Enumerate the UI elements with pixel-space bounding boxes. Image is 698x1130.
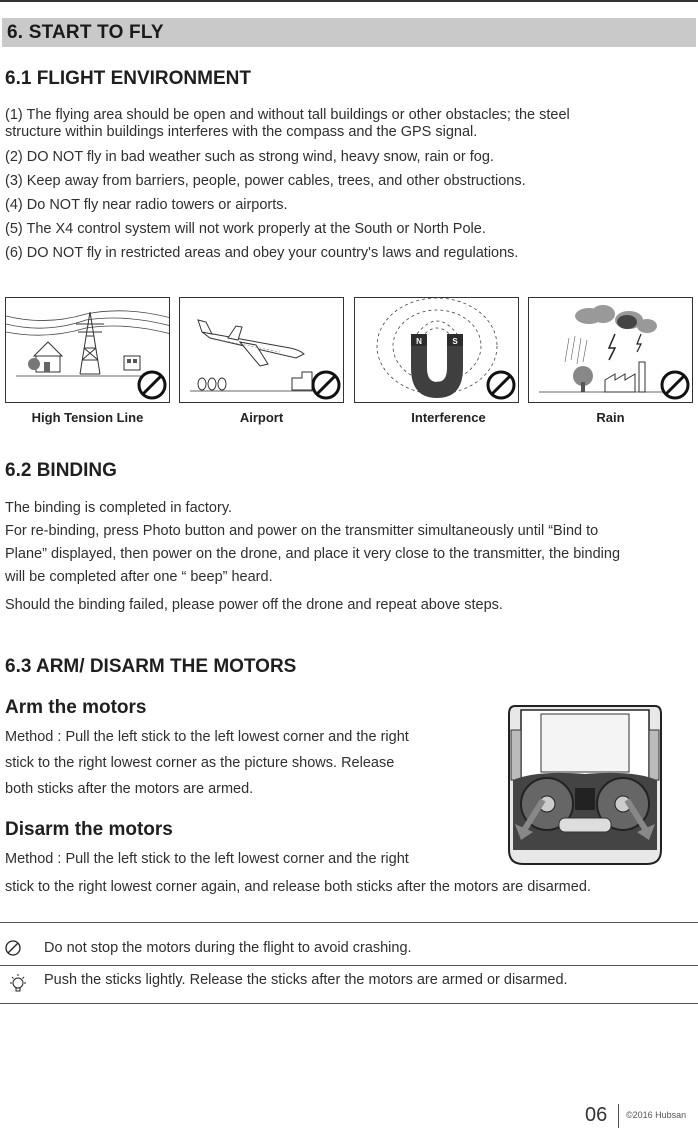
flight-env-item-1b: structure within buildings interferes with the compass and the GPS signal. xyxy=(5,124,478,140)
binding-heading: 6.2 BINDING xyxy=(5,460,117,481)
arm-line-3: both sticks after the motors are armed. xyxy=(5,781,254,797)
section-banner xyxy=(2,18,696,47)
page-number: 06 xyxy=(585,1104,608,1126)
top-rule xyxy=(0,0,698,2)
disarm-line-1: Method : Pull the left stick to the left lowest corner and the right xyxy=(5,851,409,867)
binding-line-2: For re-binding, press Photo button and power on the transmitter simultaneously until “Bind to xyxy=(5,523,599,539)
notes-top-rule xyxy=(0,922,698,923)
caption-interference: Interference xyxy=(411,410,486,425)
tip-note: Push the sticks lightly. Release the sticks after the motors are armed or disarmed. xyxy=(44,972,568,988)
notes-middle-rule xyxy=(0,965,698,966)
binding-line-4: will be completed after one “ beep” heard. xyxy=(5,569,273,585)
copyright: ©2016 Hubsan xyxy=(626,1110,687,1120)
rain-illustration xyxy=(528,297,693,403)
footer-separator xyxy=(618,1104,619,1128)
caption-airport: Airport xyxy=(239,410,284,425)
magnet-south-label: S xyxy=(452,337,458,346)
transmitter-illustration xyxy=(507,700,663,870)
binding-line-5: Should the binding failed, please power off the drone and repeat above steps. xyxy=(5,597,503,613)
lightbulb-icon xyxy=(7,973,29,995)
disarm-line-2: stick to the right lowest corner again, and release both sticks after the motors are disarmed. xyxy=(5,879,591,895)
flight-env-item-6: (6) DO NOT fly in restricted areas and obey your country's laws and regulations. xyxy=(5,245,519,261)
prohibited-icon xyxy=(5,940,21,956)
arm-line-2: stick to the right lowest corner as the picture shows. Release xyxy=(5,755,395,771)
high-tension-line-illustration xyxy=(5,297,170,403)
binding-line-3: Plane” displayed, then power on the drone, and place it very close to the transmitter, the binding xyxy=(5,546,621,562)
arm-line-1: Method : Pull the left stick to the left lowest corner and the right xyxy=(5,729,409,745)
flight-env-item-2: (2) DO NOT fly in bad weather such as strong wind, heavy snow, rain or fog. xyxy=(5,149,494,165)
flight-env-heading: 6.1 FLIGHT ENVIRONMENT xyxy=(5,68,251,89)
flight-env-item-4: (4) Do NOT fly near radio towers or airports. xyxy=(5,197,288,213)
section-title: 6. START TO FLY xyxy=(7,22,164,43)
caption-rain: Rain xyxy=(596,410,625,425)
airport-illustration xyxy=(179,297,344,403)
binding-line-1: The binding is completed in factory. xyxy=(5,500,233,516)
flight-env-item-5: (5) The X4 control system will not work properly at the South or North Pole. xyxy=(5,221,486,237)
magnet-north-label: N xyxy=(416,337,422,346)
disarm-motors-title: Disarm the motors xyxy=(5,819,173,840)
arm-motors-title: Arm the motors xyxy=(5,697,147,718)
notes-bottom-rule xyxy=(0,1003,698,1004)
warning-note: Do not stop the motors during the flight to avoid crashing. xyxy=(44,940,412,956)
arm-disarm-heading: 6.3 ARM/ DISARM THE MOTORS xyxy=(5,656,297,677)
flight-env-item-3: (3) Keep away from barriers, people, power cables, trees, and other obstructions. xyxy=(5,173,526,189)
interference-illustration xyxy=(354,297,519,403)
caption-high-tension-line: High Tension Line xyxy=(31,410,144,425)
flight-env-item-1: (1) The flying area should be open and without tall buildings or other obstacles; the steel xyxy=(5,107,570,123)
